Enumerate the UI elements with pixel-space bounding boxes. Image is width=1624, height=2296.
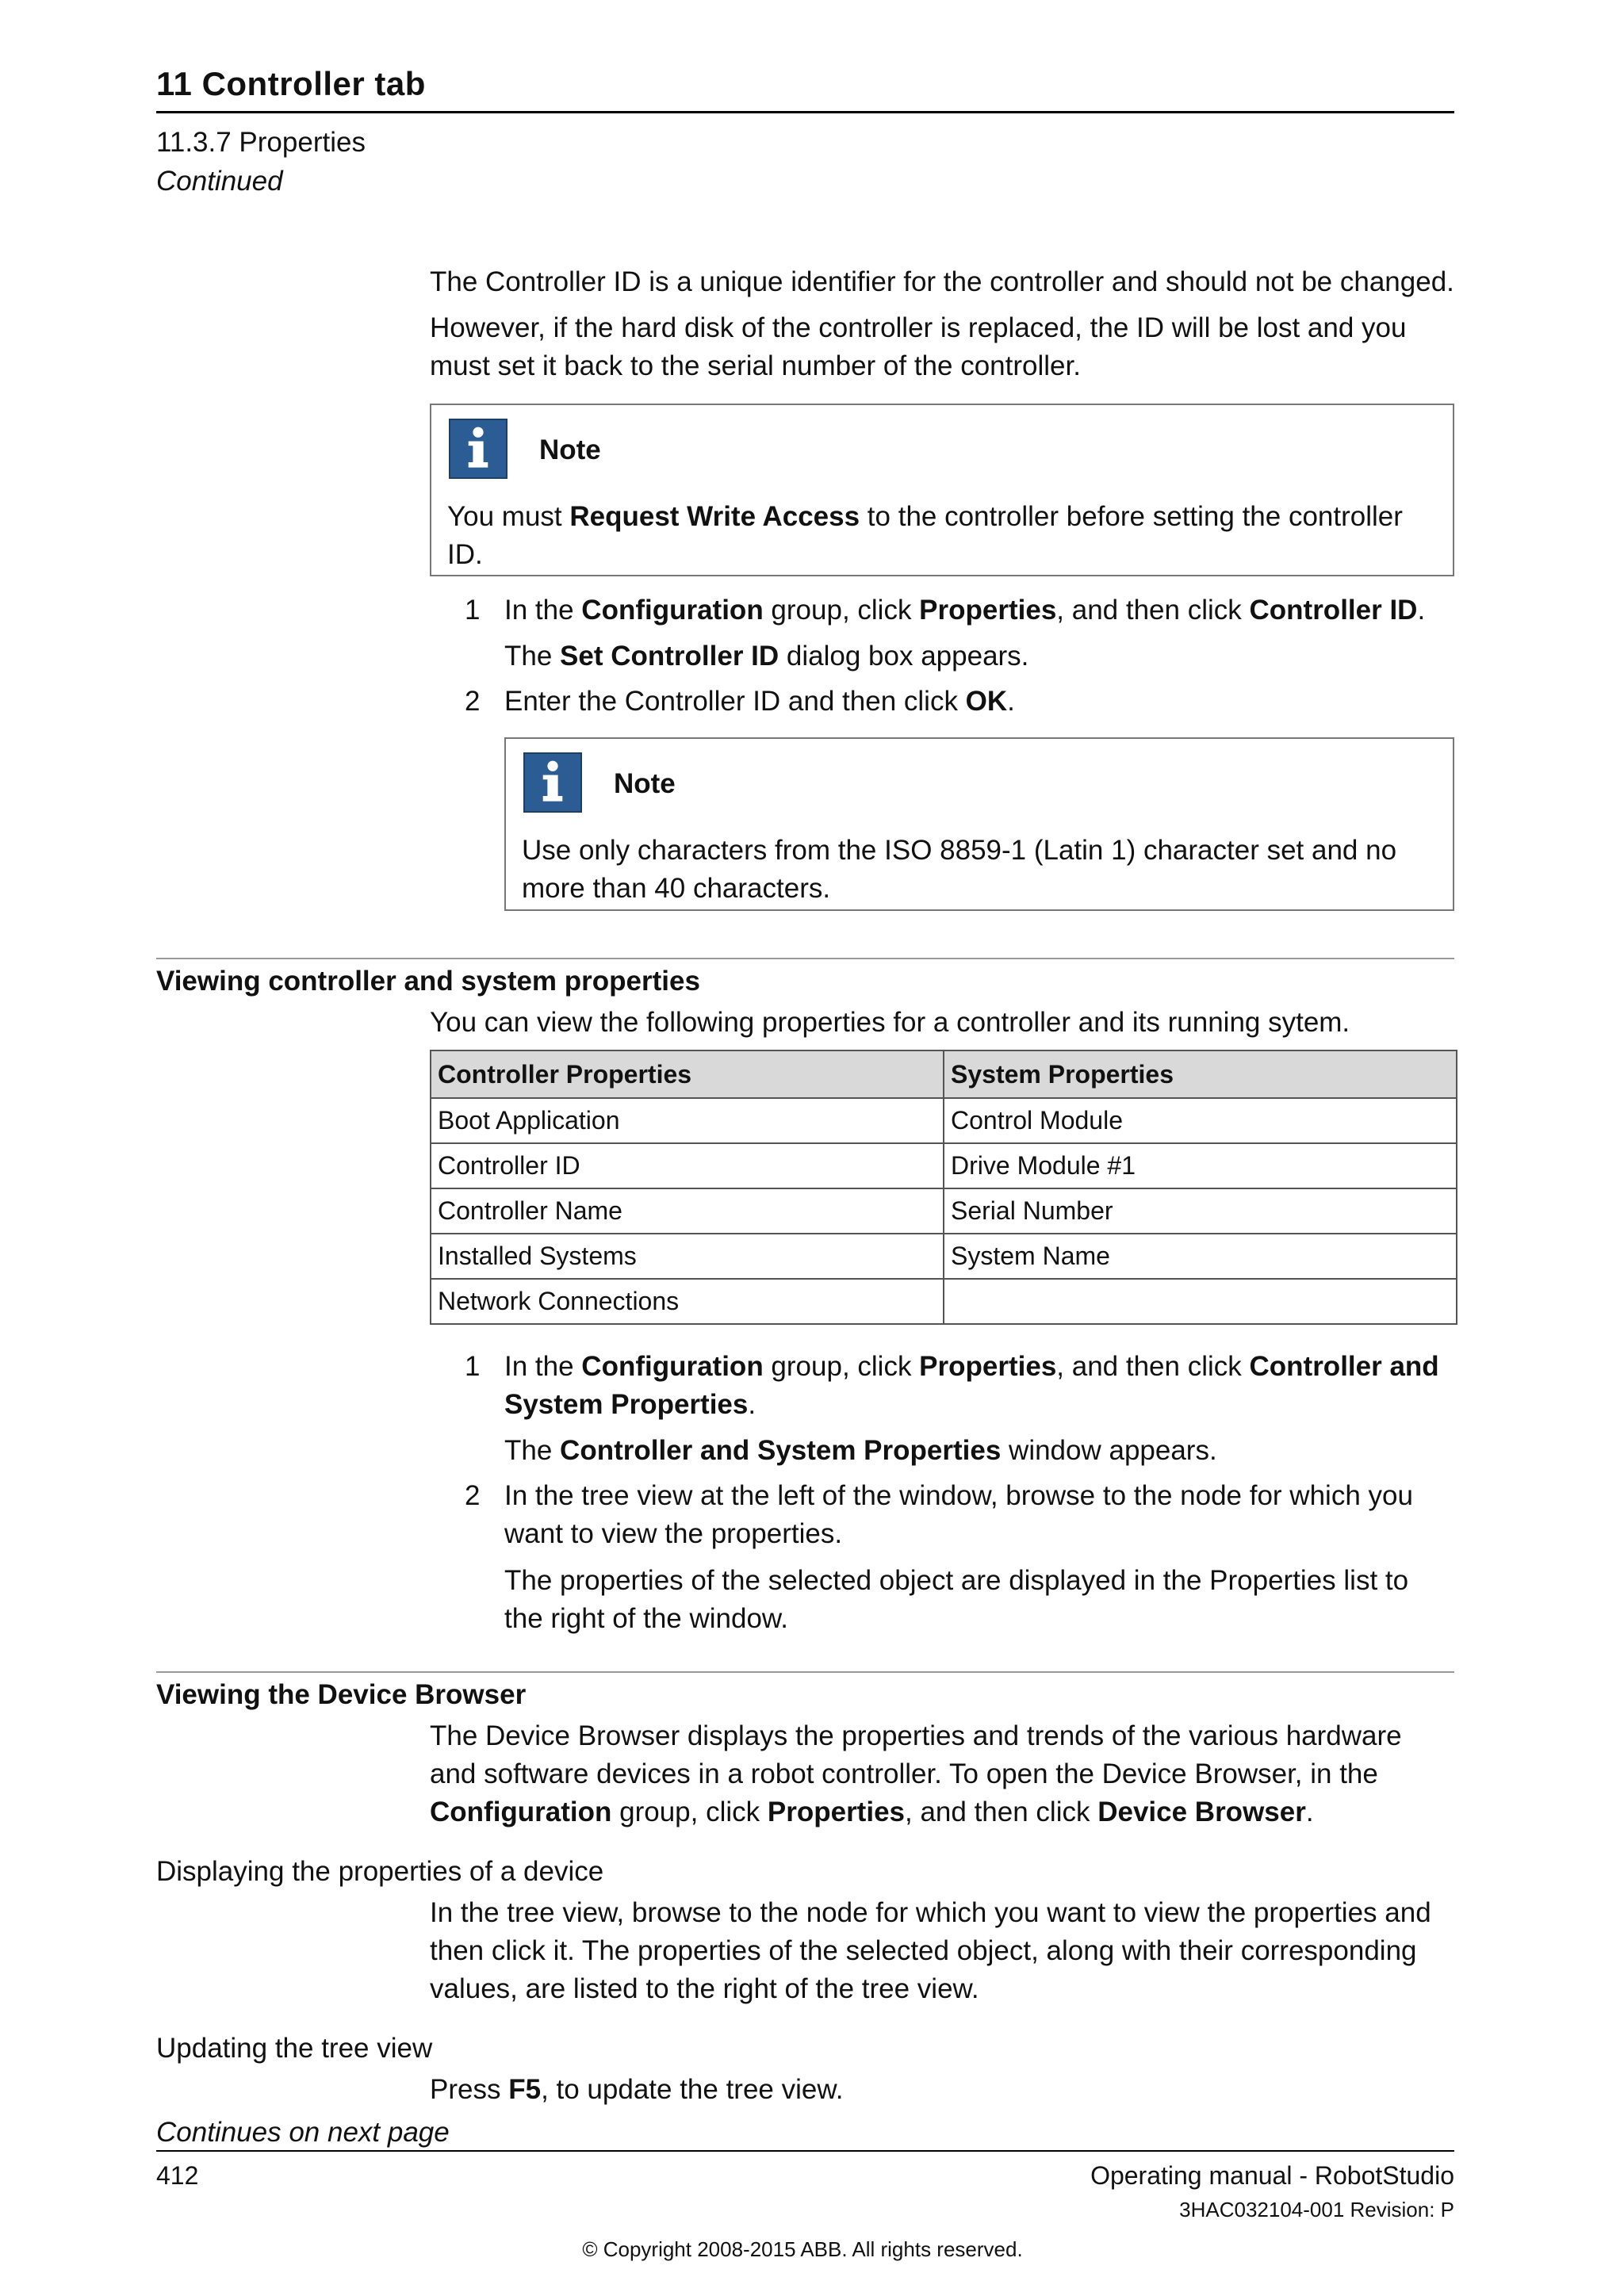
info-icon [523, 752, 582, 813]
table-row [431, 1279, 1457, 1324]
paragraph-line: The Device Browser displays the properties and trends of the various hardware [430, 1720, 1402, 1751]
table-cell: Controller ID [431, 1143, 944, 1188]
paragraph-part: . [1305, 1797, 1314, 1827]
subsection-heading-updating: Updating the tree view [156, 2033, 433, 2064]
paragraph-line: and software devices in a robot controller. To open the Device Browser, in the [430, 1758, 1378, 1789]
step-text-bold: Properties [919, 595, 1057, 626]
step-text-bold: Controller ID [1249, 595, 1418, 626]
table-header-cell: Controller Properties [431, 1050, 944, 1098]
table-cell: Drive Module #1 [944, 1143, 1457, 1188]
table-header-cell: System Properties [944, 1050, 1457, 1098]
intro-text-1: The Controller ID is a unique identifier for the controller and should not be changed. [430, 266, 1454, 297]
section-divider [156, 958, 1454, 959]
step-text-bold: System Properties [504, 1389, 749, 1420]
step-text-bold: Controller and [1249, 1351, 1439, 1382]
page-number: 412 [156, 2161, 199, 2190]
step-1-text [504, 1348, 1464, 1424]
section-title: 11.3.7 Properties [156, 127, 366, 158]
chapter-title: 11 Controller tab [156, 65, 426, 102]
note-text-line2: more than 40 characters. [522, 873, 831, 904]
table-cell: Boot Application [431, 1098, 944, 1143]
note-text-bold: Request Write Access [569, 501, 860, 532]
step-text-part: , and then click [1056, 1351, 1250, 1382]
note-box-character-set [504, 737, 1454, 911]
step-text-part: In the [504, 1351, 582, 1382]
paragraph-part: , to update the tree view. [541, 2074, 844, 2105]
step-result-part: window appears. [1001, 1435, 1217, 1466]
chapter-divider [156, 111, 1454, 113]
table-row [431, 1098, 1457, 1143]
table-cell: Controller Name [431, 1188, 944, 1234]
step-text-part: . [1417, 595, 1426, 626]
paragraph-bold: Configuration [430, 1797, 612, 1827]
step-result-bold: Controller and System Properties [560, 1435, 1002, 1466]
step-2-text [504, 1477, 1456, 1553]
step-text-line: want to view the properties. [504, 1518, 843, 1549]
step-text-bold: Properties [919, 1351, 1057, 1382]
table-row [431, 1188, 1457, 1234]
table-row [431, 1143, 1457, 1188]
note-text-line1: Use only characters from the ISO 8859-1 (Latin 1) character set and no [522, 835, 1397, 866]
intro-text-2a: However, if the hard disk of the controller is replaced, the ID will be lost and you [430, 312, 1407, 343]
intro-paragraph-2 [430, 309, 1461, 385]
paragraph-part: group, click [611, 1797, 768, 1827]
document-id: 3HAC032104-001 Revision: P [1179, 2198, 1454, 2221]
footer-divider [156, 2150, 1454, 2152]
step-number: 2 [465, 686, 481, 717]
paragraph-bold: F5 [508, 2074, 542, 2105]
step-1-result [504, 637, 1456, 675]
section-heading-viewing-properties: Viewing controller and system properties [156, 966, 700, 997]
note-text-line2: ID. [447, 539, 483, 570]
step-text-part: In the [504, 595, 582, 626]
step-text-part: . [748, 1389, 756, 1420]
step-text-line: In the tree view at the left of the window, browse to the node for which you [504, 1480, 1413, 1511]
step-result-part: The [504, 1435, 561, 1466]
step-result-part: The [504, 641, 561, 672]
device-browser-paragraph [430, 1717, 1461, 1831]
table-row [431, 1234, 1457, 1279]
note-box-write-access [430, 404, 1454, 576]
table-cell [944, 1279, 1457, 1324]
table-cell: System Name [944, 1234, 1457, 1279]
step-text-part: , and then click [1056, 595, 1250, 626]
step-1-text [504, 591, 1456, 629]
step-text-part: group, click [763, 595, 920, 626]
intro-paragraph-1 [430, 263, 1461, 301]
info-icon [449, 419, 508, 479]
step-text-bold: Configuration [581, 595, 764, 626]
manual-title: Operating manual - RobotStudio [1090, 2161, 1454, 2190]
continues-label: Continues on next page [156, 2117, 450, 2148]
step-number: 2 [465, 1480, 481, 1511]
viewing-properties-intro: You can view the following properties for a controller and its running sytem. [430, 1007, 1350, 1038]
note-title: Note [614, 768, 676, 799]
copyright: © Copyright 2008-2015 ABB. All rights reserved. [582, 2237, 1023, 2261]
note-text [522, 832, 1442, 908]
paragraph-line: then click it. The properties of the selected object, along with their corresponding [430, 1935, 1417, 1966]
updating-paragraph [430, 2071, 1461, 2109]
paragraph-line: values, are listed to the right of the tree view. [430, 1973, 979, 2004]
table-header-row [431, 1050, 1457, 1098]
paragraph-part: Press [430, 2074, 509, 2105]
note-text-post: to the controller before setting the controller [860, 501, 1403, 532]
step-text-part: group, click [763, 1351, 920, 1382]
table-cell: Installed Systems [431, 1234, 944, 1279]
step-2-text [504, 683, 1456, 721]
step-text-bold: OK [965, 686, 1008, 717]
section-divider [156, 1671, 1454, 1673]
step-text-part: Enter the Controller ID and then click [504, 686, 966, 717]
intro-text-2b: must set it back to the serial number of the controller. [430, 350, 1081, 381]
note-text-pre: You must [447, 501, 570, 532]
step-result-part: dialog box appears. [779, 641, 1029, 672]
paragraph-bold: Properties [767, 1797, 905, 1827]
table-cell: Network Connections [431, 1279, 944, 1324]
continued-label: Continued [156, 166, 283, 197]
note-text [447, 498, 1438, 574]
table-cell: Control Module [944, 1098, 1457, 1143]
properties-table [430, 1050, 1457, 1325]
paragraph-part: , and then click [905, 1797, 1098, 1827]
step-1-result [504, 1432, 1456, 1470]
step-2-result [504, 1562, 1456, 1638]
step-text-bold: Configuration [581, 1351, 764, 1382]
subsection-heading-displaying: Displaying the properties of a device [156, 1856, 604, 1887]
step-result-line: The properties of the selected object are displayed in the Properties list to [504, 1565, 1409, 1596]
step-number: 1 [465, 595, 481, 626]
table-cell: Serial Number [944, 1188, 1457, 1234]
section-heading-device-browser: Viewing the Device Browser [156, 1679, 527, 1710]
displaying-paragraph [430, 1894, 1461, 2008]
paragraph-line: In the tree view, browse to the node for which you want to view the properties and [430, 1897, 1431, 1928]
paragraph-bold: Device Browser [1097, 1797, 1306, 1827]
step-text-part: . [1007, 686, 1015, 717]
note-title: Note [539, 434, 601, 465]
step-result-line: the right of the window. [504, 1603, 788, 1634]
step-number: 1 [465, 1351, 481, 1382]
step-result-bold: Set Controller ID [560, 641, 779, 672]
